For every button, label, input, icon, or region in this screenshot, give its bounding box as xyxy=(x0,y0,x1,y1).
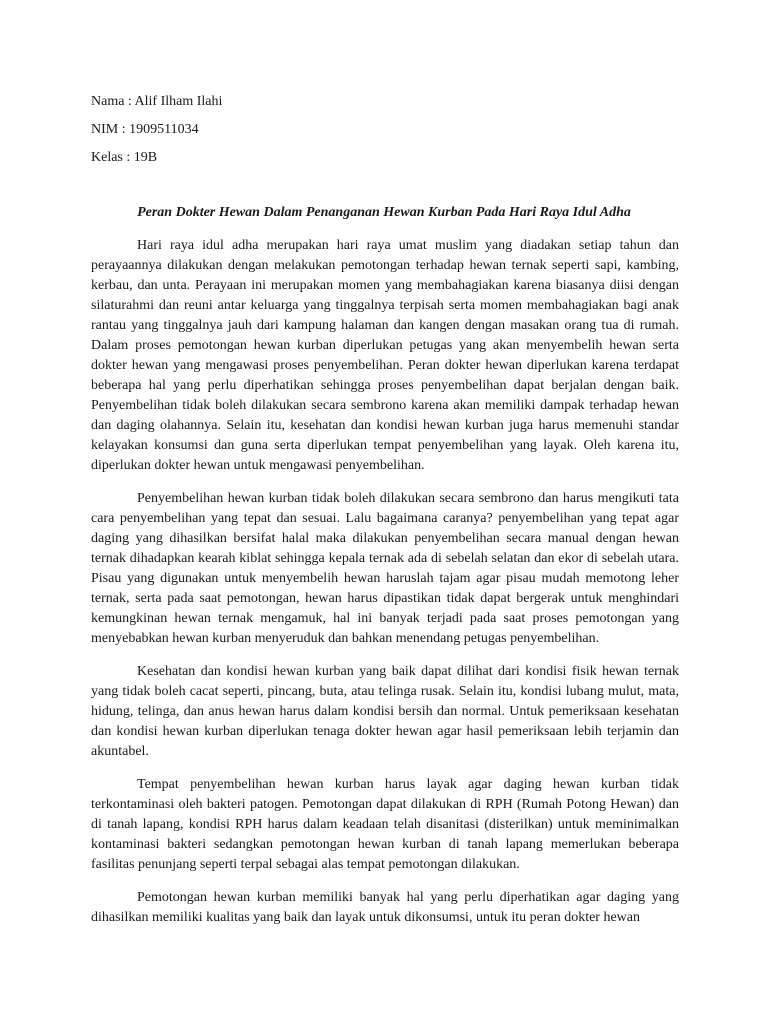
document-title: Peran Dokter Hewan Dalam Penanganan Hewan Kurban Pada Hari Raya Idul Adha xyxy=(137,205,631,220)
student-name: Nama : Alif Ilham Ilahi xyxy=(91,94,223,109)
paragraph-5: Pemotongan hewan kurban memiliki banyak hal yang perlu diperhatikan agar daging yang dihasilkan memiliki kualitas yang baik dan layak untuk dikonsumsi, untuk itu peran dokter hewan xyxy=(91,890,679,925)
paragraph-1: Hari raya idul adha merupakan hari raya umat muslim yang diadakan setiap tahun dan perayaannya dilakukan dengan melakukan pemotongan terhadap hewan ternak seperti sapi, kambing, kerbau, dan unta. Perayaan ini merupakan momen yang membahagiakan karena biasanya diisi dengan silaturahmi dan reuni antar keluarga yang tinggalnya terpisah serta momen membahagiakan bagi anak rantau yang tinggalnya jauh dari kampung halaman dan kangen dengan masakan orang tua di rumah. Dalam proses pemotongan hewan kurban diperlukan petugas yang akan menyembelih hewan serta dokter hewan yang mengawasi proses penyembelihan. Peran dokter hewan diperlukan karena terdapat beberapa hal yang perlu diperhatikan sehingga proses penyembelihan dapat berjalan dengan baik. Penyembelihan tidak boleh dilakukan secara sembrono karena akan memiliki dampak terhadap hewan dan daging olahannya. Selain itu, kesehatan dan kondisi hewan kurban juga harus memenuhi standar kelayakan konsumsi dan guna serta diperlukan tempat penyembelihan yang layak. Oleh karena itu, diperlukan dokter hewan untuk mengawasi penyembelihan. xyxy=(91,238,679,473)
paragraph-2: Penyembelihan hewan kurban tidak boleh dilakukan secara sembrono dan harus mengikuti tata cara penyembelihan yang tepat dan sesuai. Lalu bagaimana caranya? penyembelihan yang tepat agar daging yang dihasilkan bersifat halal maka dilakukan penyembelihan secara manual dengan hewan ternak dihadapkan kearah kiblat sehingga kepala ternak ada di sebelah selatan dan ekor di sebelah utara. Pisau yang digunakan untuk menyembelih hewan haruslah tajam agar pisau mudah memotong leher ternak, serta pada saat pemotongan, hewan harus dipastikan tidak dapat bergerak untuk menghindari kemungkinan hewan ternak mengamuk, hal ini banyak terjadi pada saat proses pemotongan yang menyebabkan hewan kurban menyeruduk dan bahkan menendang petugas penyembelihan. xyxy=(91,491,679,646)
paragraph-3: Kesehatan dan kondisi hewan kurban yang baik dapat dilihat dari kondisi fisik hewan ternak yang tidak boleh cacat seperti, pincang, buta, atau telinga rusak. Selain itu, kondisi lubang mulut, mata, hidung, telinga, dan anus hewan harus dalam kondisi bersih dan normal. Untuk pemeriksaan kesehatan dan kondisi hewan kurban diperlukan tenaga dokter hewan agar hasil pemeriksaan lebih terjamin dan akuntabel. xyxy=(91,664,679,759)
document-body xyxy=(91,236,679,941)
student-id: NIM : 1909511034 xyxy=(91,122,199,137)
student-class: Kelas : 19B xyxy=(91,150,158,165)
paragraph-4: Tempat penyembelihan hewan kurban harus layak agar daging hewan kurban tidak terkontaminasi oleh bakteri patogen. Pemotongan dapat dilakukan di RPH (Rumah Potong Hewan) dan di tanah lapang, kondisi RPH harus dalam keadaan telah disanitasi (disterilkan) untuk meminimalkan kontaminasi bakteri sedangkan pemotongan hewan kurban di tanah lapang memerlukan beberapa fasilitas penunjang seperti terpal sebagai alas tempat pemotongan dilakukan. xyxy=(91,777,679,872)
